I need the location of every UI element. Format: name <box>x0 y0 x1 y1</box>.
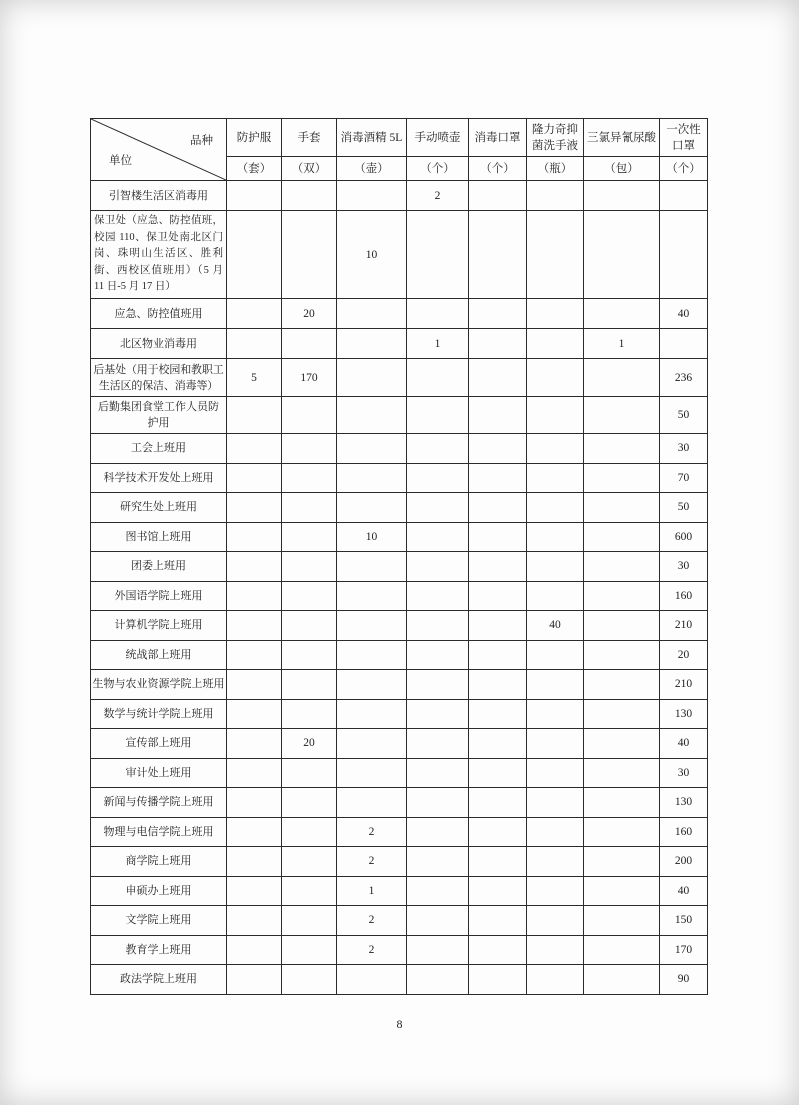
quantity-cell <box>337 493 407 523</box>
quantity-cell: 2 <box>337 935 407 965</box>
quantity-cell <box>282 522 337 552</box>
quantity-cell <box>227 397 282 434</box>
quantity-cell <box>527 847 584 877</box>
quantity-cell <box>407 463 469 493</box>
quantity-cell <box>527 211 584 299</box>
quantity-cell <box>584 847 660 877</box>
quantity-cell: 160 <box>660 817 708 847</box>
corner-header-box <box>91 119 226 180</box>
quantity-cell <box>282 181 337 211</box>
quantity-cell <box>469 299 527 329</box>
quantity-cell <box>584 434 660 464</box>
quantity-cell <box>227 299 282 329</box>
quantity-cell <box>469 876 527 906</box>
quantity-cell <box>469 522 527 552</box>
table-row <box>91 758 708 788</box>
quantity-cell: 210 <box>660 611 708 641</box>
quantity-cell <box>469 611 527 641</box>
quantity-cell: 30 <box>660 758 708 788</box>
quantity-cell <box>407 434 469 464</box>
quantity-cell <box>227 699 282 729</box>
quantity-cell <box>407 581 469 611</box>
quantity-cell: 10 <box>337 211 407 299</box>
quantity-cell: 10 <box>337 522 407 552</box>
quantity-cell <box>282 935 337 965</box>
quantity-cell <box>337 788 407 818</box>
quantity-cell <box>584 906 660 936</box>
quantity-cell <box>527 729 584 759</box>
quantity-cell <box>337 581 407 611</box>
quantity-cell <box>660 211 708 299</box>
quantity-cell <box>407 847 469 877</box>
quantity-cell <box>527 397 584 434</box>
quantity-cell <box>282 463 337 493</box>
quantity-cell <box>407 522 469 552</box>
supplies-distribution-table <box>90 118 708 995</box>
quantity-cell <box>584 493 660 523</box>
quantity-cell: 210 <box>660 670 708 700</box>
quantity-cell <box>337 463 407 493</box>
quantity-cell <box>527 359 584 397</box>
quantity-cell: 200 <box>660 847 708 877</box>
quantity-cell <box>282 699 337 729</box>
column-unit-protective-suit: （套） <box>227 157 282 181</box>
quantity-cell <box>469 640 527 670</box>
quantity-cell: 40 <box>660 729 708 759</box>
quantity-cell <box>469 670 527 700</box>
quantity-cell <box>282 670 337 700</box>
quantity-cell <box>469 788 527 818</box>
diagonal-line <box>91 119 226 180</box>
table-row <box>91 906 708 936</box>
quantity-cell <box>527 434 584 464</box>
table-row <box>91 935 708 965</box>
quantity-cell <box>282 817 337 847</box>
quantity-cell <box>227 965 282 995</box>
quantity-cell <box>527 463 584 493</box>
quantity-cell <box>337 699 407 729</box>
row-unit-cell: 应急、防控值班用 <box>91 299 227 329</box>
table-row <box>91 581 708 611</box>
quantity-cell <box>527 965 584 995</box>
quantity-cell <box>527 329 584 359</box>
quantity-cell <box>227 906 282 936</box>
quantity-cell <box>282 965 337 995</box>
quantity-cell <box>227 329 282 359</box>
quantity-cell <box>282 640 337 670</box>
row-unit-cell: 政法学院上班用 <box>91 965 227 995</box>
quantity-cell <box>337 434 407 464</box>
quantity-cell <box>527 493 584 523</box>
quantity-cell <box>407 493 469 523</box>
quantity-cell <box>584 359 660 397</box>
row-unit-cell: 计算机学院上班用 <box>91 611 227 641</box>
quantity-cell <box>584 211 660 299</box>
table-header <box>91 119 708 181</box>
quantity-cell: 1 <box>337 876 407 906</box>
quantity-cell <box>469 463 527 493</box>
quantity-cell <box>527 876 584 906</box>
quantity-cell <box>527 935 584 965</box>
table-row <box>91 788 708 818</box>
row-unit-cell: 生物与农业资源学院上班用 <box>91 670 227 700</box>
table-row <box>91 611 708 641</box>
quantity-cell: 30 <box>660 552 708 582</box>
quantity-cell <box>227 847 282 877</box>
quantity-cell <box>469 847 527 877</box>
column-header-hand-sprayer: 手动喷壶 <box>407 119 469 157</box>
quantity-cell <box>227 493 282 523</box>
quantity-cell <box>584 581 660 611</box>
table-row <box>91 817 708 847</box>
quantity-cell <box>469 552 527 582</box>
table-row <box>91 876 708 906</box>
quantity-cell <box>527 522 584 552</box>
quantity-cell: 1 <box>407 329 469 359</box>
quantity-cell <box>227 817 282 847</box>
quantity-cell <box>227 788 282 818</box>
table-row <box>91 434 708 464</box>
quantity-cell <box>407 935 469 965</box>
table-row <box>91 181 708 211</box>
quantity-cell <box>584 965 660 995</box>
quantity-cell: 30 <box>660 434 708 464</box>
quantity-cell <box>282 788 337 818</box>
quantity-cell <box>584 758 660 788</box>
table-row <box>91 329 708 359</box>
quantity-cell <box>407 729 469 759</box>
quantity-cell <box>407 817 469 847</box>
quantity-cell <box>584 522 660 552</box>
quantity-cell <box>337 965 407 995</box>
quantity-cell <box>584 729 660 759</box>
quantity-cell: 40 <box>527 611 584 641</box>
quantity-cell <box>337 552 407 582</box>
quantity-cell: 2 <box>407 181 469 211</box>
quantity-cell: 40 <box>660 299 708 329</box>
quantity-cell <box>469 181 527 211</box>
quantity-cell <box>282 581 337 611</box>
quantity-cell <box>282 329 337 359</box>
quantity-cell: 20 <box>282 729 337 759</box>
row-unit-cell: 审计处上班用 <box>91 758 227 788</box>
quantity-cell <box>584 788 660 818</box>
quantity-cell <box>469 699 527 729</box>
quantity-cell <box>584 640 660 670</box>
quantity-cell <box>227 463 282 493</box>
quantity-cell <box>282 876 337 906</box>
quantity-cell: 170 <box>282 359 337 397</box>
quantity-cell <box>469 965 527 995</box>
quantity-cell <box>584 397 660 434</box>
quantity-cell: 20 <box>282 299 337 329</box>
row-unit-cell: 数学与统计学院上班用 <box>91 699 227 729</box>
quantity-cell <box>660 329 708 359</box>
quantity-cell: 70 <box>660 463 708 493</box>
quantity-cell <box>407 299 469 329</box>
table-row <box>91 552 708 582</box>
row-unit-cell: 保卫处（应急、防控值班，校园 110、保卫处南北区门岗、珠明山生活区、胜利街、西校区值班用）（5 月 11 日-5 月 17 日） <box>91 211 227 299</box>
table-body <box>91 181 708 995</box>
quantity-cell <box>469 397 527 434</box>
column-header-disposable-mask: 一次性口罩 <box>660 119 708 157</box>
quantity-cell <box>337 397 407 434</box>
row-unit-cell: 工会上班用 <box>91 434 227 464</box>
row-unit-cell: 后勤集团食堂工作人员防护用 <box>91 397 227 434</box>
quantity-cell <box>527 181 584 211</box>
quantity-cell <box>227 181 282 211</box>
quantity-cell <box>584 181 660 211</box>
quantity-cell <box>227 552 282 582</box>
quantity-cell <box>584 552 660 582</box>
table-row <box>91 522 708 552</box>
quantity-cell <box>527 699 584 729</box>
table-row <box>91 965 708 995</box>
quantity-cell <box>282 434 337 464</box>
table-row <box>91 729 708 759</box>
quantity-cell: 2 <box>337 906 407 936</box>
quantity-cell <box>282 847 337 877</box>
quantity-cell <box>227 640 282 670</box>
column-header-hand-sanitizer: 隆力奇抑菌洗手液 <box>527 119 584 157</box>
quantity-cell <box>584 670 660 700</box>
quantity-cell <box>469 329 527 359</box>
quantity-cell <box>407 611 469 641</box>
quantity-cell <box>227 522 282 552</box>
quantity-cell: 90 <box>660 965 708 995</box>
column-unit-alcohol: （壶） <box>337 157 407 181</box>
column-header-protective-suit: 防护服 <box>227 119 282 157</box>
table-row <box>91 299 708 329</box>
quantity-cell <box>227 581 282 611</box>
row-unit-cell: 文学院上班用 <box>91 906 227 936</box>
quantity-cell: 2 <box>337 817 407 847</box>
table-row <box>91 847 708 877</box>
corner-label-unit: 单位 <box>109 155 132 167</box>
quantity-cell: 130 <box>660 788 708 818</box>
row-unit-cell: 物理与电信学院上班用 <box>91 817 227 847</box>
table-row <box>91 493 708 523</box>
quantity-cell <box>282 906 337 936</box>
quantity-cell <box>469 434 527 464</box>
column-unit-hand-sprayer: （个） <box>407 157 469 181</box>
column-header-disinfection-mask: 消毒口罩 <box>469 119 527 157</box>
row-unit-cell: 引智楼生活区消毒用 <box>91 181 227 211</box>
quantity-cell <box>337 329 407 359</box>
quantity-cell <box>337 670 407 700</box>
quantity-cell <box>337 359 407 397</box>
quantity-cell <box>227 876 282 906</box>
quantity-cell: 1 <box>584 329 660 359</box>
quantity-cell <box>282 397 337 434</box>
quantity-cell <box>407 758 469 788</box>
quantity-cell <box>527 906 584 936</box>
row-unit-cell: 北区物业消毒用 <box>91 329 227 359</box>
quantity-cell: 170 <box>660 935 708 965</box>
row-unit-cell: 商学院上班用 <box>91 847 227 877</box>
quantity-cell <box>407 211 469 299</box>
quantity-cell <box>407 552 469 582</box>
quantity-cell <box>337 181 407 211</box>
table-row <box>91 211 708 299</box>
quantity-cell <box>337 640 407 670</box>
quantity-cell <box>227 211 282 299</box>
column-unit-hand-sanitizer: （瓶） <box>527 157 584 181</box>
row-unit-cell: 申硕办上班用 <box>91 876 227 906</box>
quantity-cell <box>282 211 337 299</box>
page-number: 8 <box>396 1017 403 1031</box>
quantity-cell <box>660 181 708 211</box>
quantity-cell <box>227 935 282 965</box>
row-unit-cell: 外国语学院上班用 <box>91 581 227 611</box>
row-unit-cell: 图书馆上班用 <box>91 522 227 552</box>
table-row <box>91 397 708 434</box>
column-header-alcohol: 消毒酒精 5L <box>337 119 407 157</box>
table-row <box>91 699 708 729</box>
quantity-cell <box>407 906 469 936</box>
quantity-cell: 160 <box>660 581 708 611</box>
quantity-cell <box>527 581 584 611</box>
row-unit-cell: 团委上班用 <box>91 552 227 582</box>
corner-header-cell <box>91 119 227 181</box>
quantity-cell <box>337 758 407 788</box>
quantity-cell <box>584 299 660 329</box>
quantity-cell <box>584 463 660 493</box>
row-unit-cell: 后基处（用于校园和教职工生活区的保洁、消毒等） <box>91 359 227 397</box>
quantity-cell: 50 <box>660 397 708 434</box>
table-row <box>91 640 708 670</box>
quantity-cell <box>584 935 660 965</box>
quantity-cell <box>337 729 407 759</box>
quantity-cell: 130 <box>660 699 708 729</box>
quantity-cell <box>407 788 469 818</box>
quantity-cell <box>584 699 660 729</box>
quantity-cell <box>407 699 469 729</box>
quantity-cell: 40 <box>660 876 708 906</box>
quantity-cell <box>227 670 282 700</box>
quantity-cell <box>584 817 660 847</box>
quantity-cell <box>282 493 337 523</box>
quantity-cell <box>282 758 337 788</box>
quantity-cell: 50 <box>660 493 708 523</box>
quantity-cell <box>337 611 407 641</box>
quantity-cell <box>527 670 584 700</box>
column-unit-disposable-mask: （个） <box>660 157 708 181</box>
quantity-cell <box>469 493 527 523</box>
quantity-cell: 2 <box>337 847 407 877</box>
quantity-cell <box>527 640 584 670</box>
row-unit-cell: 研究生处上班用 <box>91 493 227 523</box>
quantity-cell <box>282 611 337 641</box>
quantity-cell <box>469 211 527 299</box>
quantity-cell <box>469 906 527 936</box>
quantity-cell <box>282 552 337 582</box>
corner-label-variety: 品种 <box>190 135 213 147</box>
column-unit-gloves: （双） <box>282 157 337 181</box>
quantity-cell <box>527 758 584 788</box>
quantity-cell <box>227 434 282 464</box>
quantity-cell <box>227 758 282 788</box>
quantity-cell <box>407 965 469 995</box>
quantity-cell <box>469 581 527 611</box>
quantity-cell <box>527 299 584 329</box>
quantity-cell <box>227 611 282 641</box>
row-unit-cell: 科学技术开发处上班用 <box>91 463 227 493</box>
quantity-cell <box>407 397 469 434</box>
quantity-cell <box>337 299 407 329</box>
column-unit-disinfection-mask: （个） <box>469 157 527 181</box>
quantity-cell <box>469 935 527 965</box>
quantity-cell <box>469 817 527 847</box>
row-unit-cell: 宣传部上班用 <box>91 729 227 759</box>
quantity-cell: 150 <box>660 906 708 936</box>
quantity-cell <box>407 359 469 397</box>
table-row <box>91 463 708 493</box>
table-row <box>91 670 708 700</box>
quantity-cell: 236 <box>660 359 708 397</box>
quantity-cell <box>469 729 527 759</box>
quantity-cell <box>527 788 584 818</box>
header-name-row <box>91 119 708 157</box>
table-row <box>91 359 708 397</box>
quantity-cell <box>407 670 469 700</box>
row-unit-cell: 统战部上班用 <box>91 640 227 670</box>
quantity-cell <box>407 640 469 670</box>
quantity-cell: 5 <box>227 359 282 397</box>
column-unit-trichloroisocyanuric-acid: （包） <box>584 157 660 181</box>
column-header-trichloroisocyanuric-acid: 三氯异氰尿酸 <box>584 119 660 157</box>
quantity-cell: 600 <box>660 522 708 552</box>
quantity-cell <box>469 359 527 397</box>
row-unit-cell: 新闻与传播学院上班用 <box>91 788 227 818</box>
quantity-cell <box>407 876 469 906</box>
quantity-cell <box>527 817 584 847</box>
quantity-cell <box>584 876 660 906</box>
quantity-cell <box>584 611 660 641</box>
row-unit-cell: 教育学上班用 <box>91 935 227 965</box>
column-header-gloves: 手套 <box>282 119 337 157</box>
quantity-cell: 20 <box>660 640 708 670</box>
quantity-cell <box>527 552 584 582</box>
quantity-cell <box>469 758 527 788</box>
quantity-cell <box>227 729 282 759</box>
